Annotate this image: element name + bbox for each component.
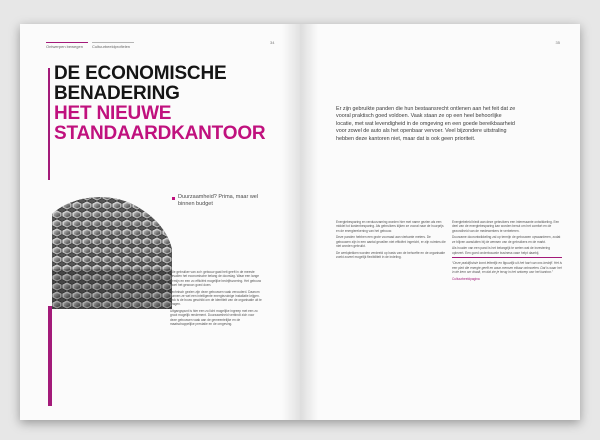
quote-divider xyxy=(452,257,562,258)
title-line: BENADERING xyxy=(54,83,180,104)
magazine-spread xyxy=(20,24,580,420)
running-header-tab: Cultuurbeeldprofielen xyxy=(92,42,134,49)
page-edge-accent xyxy=(48,306,52,406)
left-page: Ontwerpen bewegen Cultuurbeeldprofielen 34 DE ECONOMISCHE BENADERING HET NIEUWE STANDAARDKANTOOR Duurzaamheid? Prima, maar wel binnen budget Wie gebruiker van zo'n gebouw gaat heit geeft in de meeste gevallen het economische belang de doorslag. Waar een lange termijn en een zo efficiënt mogelijke bedrijfsvoering. Het gebouw moet het gewoon goed doen. Technisch gezien zijn deze gebouwen vaak verouderd. Daarom kunnen ze wel een intelligente energiezuinige installatie krijgen. Ook is de bouw geschikt om de identiteit van de organisatie uit te dragen. Uitgangspunt is hier een zo licht mogelijke ingreep met een zo groot mogelijk rendement. Duurzaamheid verbindt zich voor deze gebouwen vaak aan de gemeentelijke en de maatschappelijke prestatie en de omgeving. xyxy=(20,24,300,420)
pull-quote-bullet xyxy=(172,197,175,200)
body-column xyxy=(336,220,446,262)
title-line: HET NIEUWE xyxy=(54,103,172,124)
paragraph: Deze panden hebben een grote voorraad aan vierkante meters. De gebouwen zijn in een aantal gevallen niet efficiënt ingericht, er zijn ruimtes die niet worden gebruikt. xyxy=(336,235,446,248)
paragraph: Technisch gezien zijn deze gebouwen vaak verouderd. Daarom kunnen ze wel een intelligente energiezuinige installatie krijgen. Ook is de bouw geschikt om de identiteit van de organisatie uit te dragen. xyxy=(170,289,262,307)
paragraph: Duurzame doorontwikkeling zal op termijn de gebouwen opwaarderen, zodat ze blijven aansluiten bij de wensen van de gebruikers en de markt. xyxy=(452,235,561,244)
paragraph: De werkplekken worden verdeeld op basis van de behoefte en de organisatie zoekt zoveel mogelijk flexibiliteit in de indeling. xyxy=(336,250,445,259)
article-title xyxy=(54,64,265,144)
gutter-shadow xyxy=(300,24,318,420)
title-line: DE ECONOMISCHE xyxy=(54,63,227,84)
quote-source: Cultuurbeeldpagina xyxy=(452,276,480,281)
hexagon-blocks-photo xyxy=(52,174,172,309)
intro-paragraph: Er zijn gebruikte panden die hun bestaansrecht ontlenen aan het feit dat ze vooral praktisch goed voldoen. Vaak staan ze op een heel behoorlijke locatie, met wat levendigheid in de omgeving en een goede bereikbaarheid voor zowel de auto als het openbaar vervoer. Veel bijzondere uitstraling hebben deze kantoren niet, maar dat is ook geen prioriteit. xyxy=(336,106,516,142)
right-page xyxy=(300,24,580,420)
page-number: 35 xyxy=(555,40,560,45)
quote-text: “Onze praktijkvisie komt letterlijk en figuurlijk uit het hart van ons bedrijf. Het is een plek die energie geeft en waar mensen elkaar ontmoeten. Dat is waar het in de kern om draait, en dat zie je terug in het ontwerp van het kantoor.” xyxy=(452,261,563,274)
gutter-shadow xyxy=(282,24,300,420)
pull-quote: Duurzaamheid? Prima, maar wel binnen budget xyxy=(178,194,259,207)
paragraph: Energiebeleid biedt aan deze gebruikers een interessante ontwikkeling. Een deel van de energiebesparing kan worden benut om het comfort en de gezondheid van de medewerkers te verbeteren. xyxy=(452,220,560,233)
body-column xyxy=(170,270,262,329)
paragraph: Uitgangspunt is hier een zo licht mogelijke ingreep met een zo groot mogelijk rendement. Duurzaamheid verbindt zich voor deze gebouwen vaak aan de gemeentelijke en de maatschappelijke prestatie en de omgeving. xyxy=(170,309,258,327)
body-column xyxy=(452,220,562,283)
paragraph: Als houder van een pand is het belangrijk te weten wat de investering oplevert. Een goed onderbouwde business case helpt daarbij. xyxy=(452,246,550,255)
title-line: STANDAARDKANTOOR xyxy=(54,123,266,144)
paragraph: Energiebesparing en verduurzaming worden hier met name gezien als een middel tot kostenbesparing. Als gebruikers kijken ze vooral naar de huurprijs en de energierekening van het gebouw. xyxy=(336,220,444,233)
title-accent-bar xyxy=(48,68,50,180)
running-header-tab: Ontwerpen bewegen xyxy=(46,42,88,49)
paragraph: Wie gebruiker van zo'n gebouw gaat heit geeft in de meeste gevallen het economische belang de doorslag. Waar een lange termijn en een zo efficiënt mogelijke bedrijfsvoering. Het gebouw moet het gewoon goed doen. xyxy=(170,270,262,287)
